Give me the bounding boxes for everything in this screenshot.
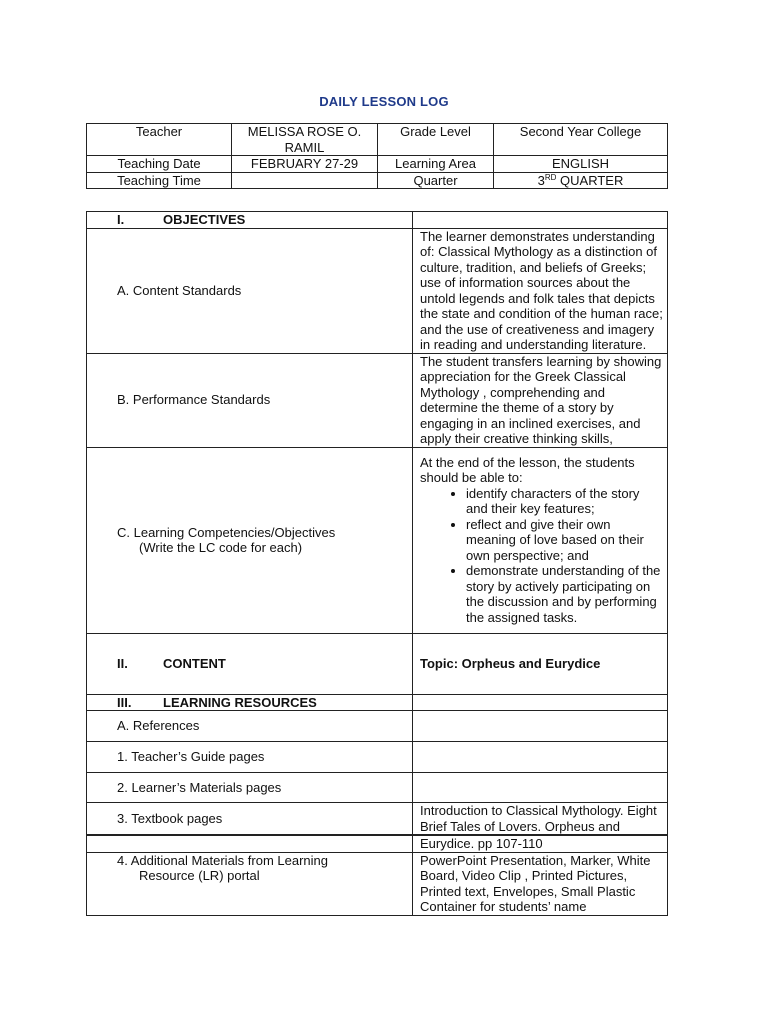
competencies-intro: At the end of the lesson, the students should be able to: [420, 454, 635, 486]
list-item: • reflect and give their own meaning of love based on their own perspective; and [466, 517, 663, 564]
references-empty [413, 711, 668, 742]
resources-header-row [87, 694, 668, 711]
content-standards-row [87, 228, 668, 353]
competencies-row [87, 447, 668, 633]
teachers-guide-label: 1. Teacher’s Guide pages [87, 742, 413, 773]
textbook-value-2: Eurydice. pp 107-110 [413, 835, 668, 852]
teachers-guide-row [87, 742, 668, 773]
objectives-title: OBJECTIVES [163, 212, 246, 227]
competencies-label: C. Learning Competencies/Objectives [117, 524, 336, 540]
content-title: CONTENT [163, 655, 226, 671]
content-standards-label: A. Content Standards [87, 228, 413, 353]
textbook-label-cont [87, 835, 413, 852]
teaching-date-label: Teaching Date [87, 156, 232, 173]
learners-materials-row [87, 773, 668, 803]
additional-materials-value: PowerPoint Presentation, Marker, White Board, Video Clip , Printed Pictures, Printed text, Envelopes, Small Plastic Container for students’ name [413, 852, 668, 915]
content-standards-text: The learner demonstrates understanding of: Classical Mythology as a distinction of culture, tradition, and beliefs of Greeks; use of information sources about the untold legends and folk tales that depicts the state and condition of the human race; and the use of creativeness and imagery in reading and understanding literature. [413, 228, 668, 353]
lesson-table [86, 211, 668, 916]
teaching-time-value [232, 172, 378, 189]
performance-standards-row [87, 353, 668, 447]
grade-level-value: Second Year College [494, 124, 668, 156]
objectives-number: I. [117, 212, 125, 227]
references-label: A. References [87, 711, 413, 742]
competencies-cell [413, 447, 668, 633]
objectives-header-empty [413, 212, 668, 229]
resources-title: LEARNING RESOURCES [163, 694, 317, 710]
content-heading [87, 633, 413, 694]
competencies-sublabel: (Write the LC code for each) [139, 540, 303, 555]
learning-area-label: Learning Area [378, 156, 494, 173]
quarter-suffix: RD [544, 172, 557, 182]
objectives-heading [87, 212, 413, 229]
additional-materials-label: 4. Additional Materials from Learning [117, 852, 329, 868]
grade-level-label: Grade Level [378, 124, 494, 156]
quarter-number: 3 [537, 172, 545, 188]
textbook-row [87, 803, 668, 836]
header-row-date [87, 156, 668, 173]
content-row [87, 633, 668, 694]
header-row-teacher [87, 124, 668, 156]
textbook-label: 3. Textbook pages [87, 803, 413, 836]
header-row-time [87, 172, 668, 189]
quarter-label: Quarter [378, 172, 494, 189]
competencies-list [420, 486, 663, 626]
resources-header-empty [413, 694, 668, 711]
content-topic-cell [413, 633, 668, 694]
learners-materials-empty [413, 773, 668, 803]
references-row [87, 711, 668, 742]
quarter-word: QUARTER [560, 172, 624, 188]
content-topic: Topic: Orpheus and Eurydice [420, 655, 601, 671]
teachers-guide-empty [413, 742, 668, 773]
textbook-value-1: Introduction to Classical Mythology. Eight Brief Tales of Lovers. Orpheus and [413, 803, 668, 836]
teaching-date-value: FEBRUARY 27-29 [232, 156, 378, 173]
resources-heading [87, 694, 413, 711]
teacher-label: Teacher [87, 124, 232, 156]
content-number: II. [117, 655, 128, 671]
competencies-label-cell [87, 447, 413, 633]
performance-standards-text: The student transfers learning by showing appreciation for the Greek Classical Mythology , comprehending and determine the theme of a story by engaging in an inclined exercises, and apply their creative thinking skills, [413, 353, 668, 447]
header-table [86, 123, 668, 189]
learning-area-value: ENGLISH [494, 156, 668, 173]
additional-materials-row [87, 852, 668, 915]
additional-materials-sublabel: Resource (LR) portal [139, 868, 260, 883]
learners-materials-label: 2. Learner’s Materials pages [87, 773, 413, 803]
resources-number: III. [117, 694, 132, 710]
list-item: • demonstrate understanding of the story by actively participating on the discussion and by performing the assigned tasks. [466, 563, 663, 625]
list-item: • identify characters of the story and their key features; [466, 486, 663, 517]
teacher-name: MELISSA ROSE O. RAMIL [232, 124, 378, 156]
teaching-time-label: Teaching Time [87, 172, 232, 189]
objectives-header-row [87, 212, 668, 229]
textbook-row-cont [87, 835, 668, 852]
quarter-value [494, 172, 668, 189]
performance-standards-label: B. Performance Standards [87, 353, 413, 447]
additional-materials-label-cell [87, 852, 413, 915]
page-title: DAILY LESSON LOG [319, 94, 449, 109]
